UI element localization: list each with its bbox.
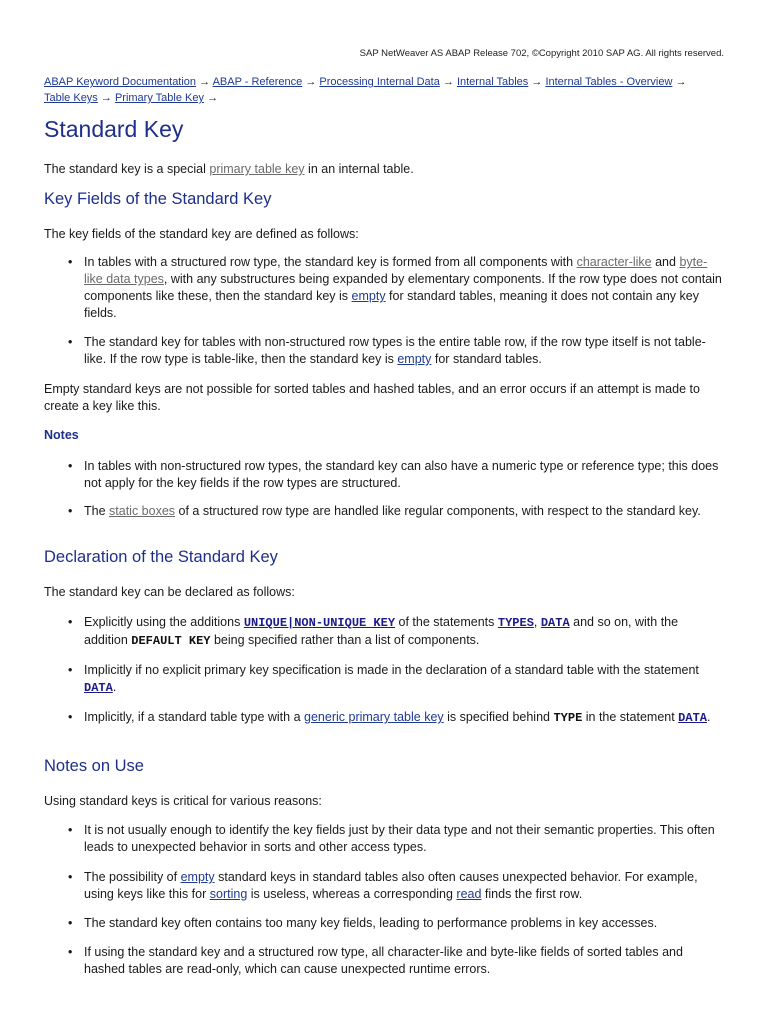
link-data[interactable]: DATA xyxy=(678,711,707,725)
list-item-text: for standard tables, meaning it does not contain any key fields. xyxy=(84,289,699,320)
link-static-boxes[interactable]: static boxes xyxy=(109,504,176,518)
heading-key-fields: Key Fields of the Standard Key xyxy=(44,190,272,208)
link-empty[interactable]: empty xyxy=(351,289,386,303)
empty-keys-paragraph: Empty standard keys are not possible for sorted tables and hashed tables, and an error occurs if an attempt is made to create a key like this. xyxy=(44,382,700,413)
list-item-text: in the statement xyxy=(582,710,679,724)
breadcrumb-link-table-keys[interactable]: Table Keys xyxy=(44,92,98,104)
list-item-text: being specified rather than a list of components. xyxy=(210,633,480,647)
link-primary-table-key[interactable]: primary table key xyxy=(209,162,305,176)
copyright-notice: SAP NetWeaver AS ABAP Release 702, ©Copyright 2010 SAP AG. All rights reserved. xyxy=(359,48,724,59)
link-read[interactable]: read xyxy=(456,887,482,901)
link-unique-non-unique-key[interactable]: UNIQUE|NON-UNIQUE KEY xyxy=(243,616,396,630)
breadcrumb-link-primary-table-key[interactable]: Primary Table Key xyxy=(114,92,204,104)
list-item-text: The xyxy=(84,504,110,518)
breadcrumb-arrow: → xyxy=(675,76,687,88)
breadcrumb-arrow: → xyxy=(442,76,454,88)
code-default-key: DEFAULT KEY xyxy=(131,634,211,648)
list-item xyxy=(84,254,722,322)
link-byte-like-data-types[interactable]: byte-like data types xyxy=(84,255,708,286)
breadcrumb-arrow: → xyxy=(207,92,219,104)
heading-declaration: Declaration of the Standard Key xyxy=(44,548,278,566)
breadcrumb-link-processing-internal-data[interactable]: Processing Internal Data xyxy=(319,76,440,88)
list-item: • The standard key often contains too many key fields, leading to performance problems in key accesses. xyxy=(84,915,722,932)
declaration-lead: The standard key can be declared as follows: xyxy=(44,585,295,599)
list-item-text: standard keys in standard tables also often causes unexpected behavior. For example, using keys like this for xyxy=(84,870,698,901)
list-item-text: , with any substructures being expanded by elementary components. If the row type does not contain components like these, then the standard key is xyxy=(84,272,722,303)
heading-notes: Notes xyxy=(44,428,79,442)
key-fields-lead: The key fields of the standard key are defined as follows: xyxy=(44,227,359,241)
list-item-text: . xyxy=(112,680,117,694)
list-item-text: Implicitly, if a standard table type with a xyxy=(84,710,305,724)
breadcrumb xyxy=(44,74,724,106)
list-item-text: of the statements xyxy=(395,615,498,629)
breadcrumb-arrow: → xyxy=(199,76,211,88)
list-item-text: . xyxy=(706,710,711,724)
breadcrumb-link-keyword-documentation[interactable]: ABAP Keyword Documentation xyxy=(44,76,197,88)
list-item-text: finds the first row. xyxy=(481,887,583,901)
list-item xyxy=(84,709,722,727)
list-item xyxy=(84,614,722,650)
breadcrumb-link-internal-tables[interactable]: Internal Tables xyxy=(456,76,529,88)
breadcrumb-link-internal-tables-overview[interactable]: Internal Tables - Overview xyxy=(545,76,673,88)
list-item xyxy=(84,503,722,520)
list-item-text: is specified behind xyxy=(443,710,554,724)
link-character-like[interactable]: character-like xyxy=(576,255,652,269)
heading-notes-on-use: Notes on Use xyxy=(44,757,144,775)
link-data[interactable]: DATA xyxy=(84,681,113,695)
list-item: • If using the standard key and a structured row type, all character-like and byte-like fields of sorted tables and hashed tables are read-only, which can cause unexpected runtime errors. xyxy=(84,944,722,978)
list-item: • In tables with non-structured row types, the standard key can also have a numeric type or reference type; this does not apply for the key fields if the row types are structured. xyxy=(84,458,722,492)
list-item-text: of a structured row type are handled like regular components, with respect to the standard key. xyxy=(175,504,701,518)
link-sorting[interactable]: sorting xyxy=(209,887,248,901)
link-generic-primary-table-key[interactable]: generic primary table key xyxy=(304,710,444,724)
list-item xyxy=(84,869,722,903)
code-type: TYPE xyxy=(553,711,583,725)
link-data[interactable]: DATA xyxy=(540,616,570,630)
breadcrumb-arrow: → xyxy=(100,92,112,104)
breadcrumb-arrow: → xyxy=(531,76,543,88)
list-item-text: is useless, whereas a corresponding xyxy=(247,887,457,901)
intro-text-end: in an internal table. xyxy=(304,162,414,176)
list-item-text: The standard key for tables with non-structured row types is the entire table row, if the row type itself is not table-like. If the row type is table-like, then the standard key is xyxy=(84,335,706,366)
list-item-text: and so on, with the addition xyxy=(84,615,679,647)
link-types[interactable]: TYPES xyxy=(497,616,534,630)
list-item xyxy=(84,334,722,368)
list-item-text: Implicitly if no explicit primary key specification is made in the declaration of a standard table with the statement xyxy=(84,663,699,677)
intro-text: The standard key is a special xyxy=(44,162,210,176)
list-item-text: In tables with a structured row type, the standard key is formed from all components with xyxy=(84,255,577,269)
link-empty[interactable]: empty xyxy=(180,870,215,884)
list-item-text: , xyxy=(533,615,541,629)
breadcrumb-arrow: → xyxy=(305,76,317,88)
list-item-text: The possibility of xyxy=(84,870,181,884)
link-empty[interactable]: empty xyxy=(397,352,432,366)
list-item xyxy=(84,662,722,697)
intro-paragraph xyxy=(44,161,724,178)
list-item: • It is not usually enough to identify the key fields just by their data type and not their semantic properties. This often leads to unexpected behavior in sorts and other access types. xyxy=(84,822,722,856)
breadcrumb-link-abap-reference[interactable]: ABAP - Reference xyxy=(212,76,303,88)
list-item-text: for standard tables. xyxy=(431,352,542,366)
page-title: Standard Key xyxy=(44,116,184,142)
list-item-text: Explicitly using the additions xyxy=(84,615,244,629)
notes-on-use-lead: Using standard keys is critical for various reasons: xyxy=(44,794,322,808)
list-item-text: and xyxy=(651,255,680,269)
